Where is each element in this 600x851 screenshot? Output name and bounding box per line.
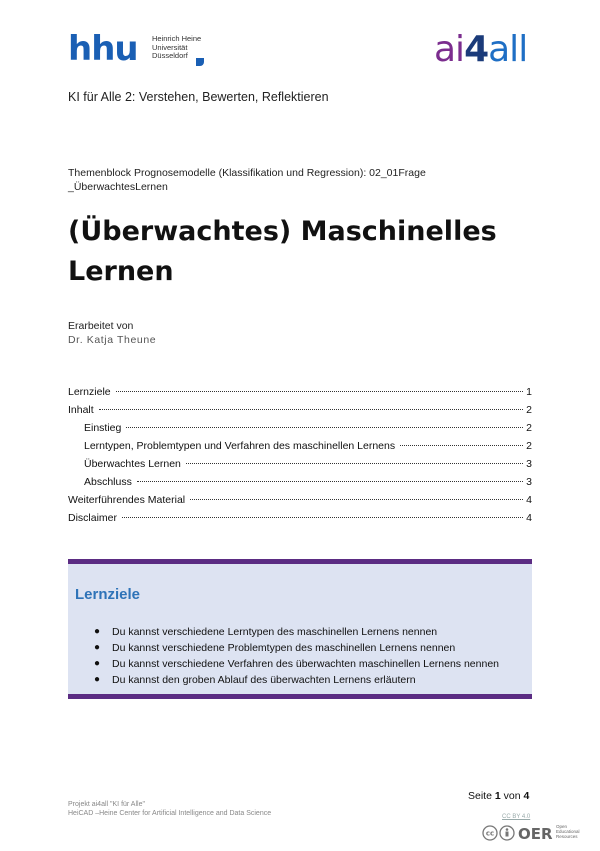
toc-dot-leader bbox=[126, 427, 523, 428]
toc-entry-label: Weiterführendes Material bbox=[68, 494, 186, 506]
page-indicator-prefix: Seite bbox=[468, 790, 492, 802]
toc-dot-leader bbox=[190, 499, 523, 500]
ai4all-logo-all: all bbox=[488, 29, 528, 70]
lernziel-text: Du kannst verschiedene Verfahren des überwachten maschinellen Lernens nennen bbox=[112, 658, 500, 670]
bullet-icon: ● bbox=[94, 626, 101, 637]
footer-project-info bbox=[68, 800, 271, 818]
lernziel-text: Du kannst verschiedene Problemtypen des maschinellen Lernens nennen bbox=[112, 642, 456, 654]
lernziel-item bbox=[94, 640, 499, 656]
toc-entry-label: Lerntypen, Problemtypen und Verfahren des maschinellen Lernens bbox=[84, 440, 396, 452]
oer-logo-mark-icon bbox=[518, 823, 558, 843]
course-title: KI für Alle 2: Verstehen, Bewerten, Reflektieren bbox=[68, 90, 329, 104]
table-of-contents bbox=[68, 386, 532, 530]
total-pages-number: 4 bbox=[523, 790, 530, 802]
footer-project-line2: HeiCAD –Heine Center for Artificial Intelligence and Data Science bbox=[68, 810, 272, 817]
themenblock-subtitle: Themenblock Prognosemodelle (Klassifikation und Regression): 02_01Frage _ÜberwachtesLernen bbox=[68, 167, 426, 193]
toc-entry[interactable] bbox=[68, 512, 532, 530]
hhu-logo-line2: Universität bbox=[152, 42, 188, 52]
lernziel-item bbox=[94, 624, 499, 640]
oer-sub-line1: Open bbox=[556, 824, 568, 829]
page-indicator-mid: von bbox=[503, 790, 521, 802]
toc-dot-leader bbox=[137, 481, 523, 482]
current-page-number: 1 bbox=[494, 790, 501, 802]
oer-logo-word: OER bbox=[518, 825, 553, 843]
bullet-icon: ● bbox=[94, 658, 101, 669]
toc-entry[interactable] bbox=[68, 440, 532, 458]
ai4all-logo-4: 4 bbox=[464, 29, 489, 70]
license-link[interactable]: CC BY 4.0 bbox=[502, 814, 531, 820]
ai4all-logo-ai: ai bbox=[434, 29, 465, 70]
toc-entry-label: Überwachtes Lernen bbox=[84, 458, 181, 470]
toc-entry-page: 2 bbox=[526, 422, 532, 434]
author-name: Dr. Katja Theune bbox=[68, 334, 157, 346]
toc-entry[interactable] bbox=[68, 476, 532, 494]
lernziele-heading: Lernziele bbox=[75, 586, 141, 603]
toc-entry-label: Einstieg bbox=[84, 422, 122, 434]
lernziel-text: Du kannst verschiedene Lerntypen des maschinellen Lernens nennen bbox=[112, 626, 438, 638]
toc-entry-label: Inhalt bbox=[68, 404, 94, 416]
toc-entry-page: 2 bbox=[526, 440, 532, 452]
hhu-logo-mark-icon bbox=[196, 58, 204, 66]
lernziele-list bbox=[94, 624, 499, 688]
oer-sub-line3: Resources bbox=[556, 834, 578, 839]
hhu-logo bbox=[68, 29, 218, 72]
toc-entry[interactable] bbox=[68, 458, 532, 476]
lernziel-text: Du kannst den groben Ablauf des überwachten Lernens erläutern bbox=[112, 674, 416, 686]
page-indicator bbox=[468, 790, 529, 802]
toc-entry-page: 2 bbox=[526, 404, 532, 416]
toc-entry-page: 3 bbox=[526, 458, 532, 470]
toc-entry-page: 4 bbox=[526, 494, 532, 506]
svg-text:cc: cc bbox=[485, 829, 495, 838]
toc-entry[interactable] bbox=[68, 386, 532, 404]
toc-dot-leader bbox=[186, 463, 523, 464]
ai4all-logo bbox=[434, 28, 527, 72]
toc-entry-page: 1 bbox=[526, 386, 532, 398]
toc-dot-leader bbox=[99, 409, 523, 410]
lernziel-item bbox=[94, 672, 499, 688]
hhu-logo-word: hhu bbox=[68, 29, 138, 69]
lernziel-item bbox=[94, 656, 499, 672]
document-title: (Überwachtes) Maschinelles Lernen bbox=[68, 216, 497, 287]
toc-dot-leader bbox=[116, 391, 524, 392]
toc-entry[interactable] bbox=[68, 422, 532, 440]
hhu-logo-line1: Heinrich Heine bbox=[152, 34, 202, 43]
toc-entry[interactable] bbox=[68, 494, 532, 512]
toc-entry-label: Abschluss bbox=[84, 476, 132, 488]
toc-dot-leader bbox=[122, 517, 523, 518]
toc-dot-leader bbox=[400, 445, 523, 446]
oer-logo-subtitle bbox=[556, 824, 580, 839]
toc-entry-page: 3 bbox=[526, 476, 532, 488]
toc-entry-label: Disclaimer bbox=[68, 512, 118, 524]
toc-entry[interactable] bbox=[68, 404, 532, 422]
author-label: Erarbeitet von bbox=[68, 320, 134, 332]
hhu-logo-subtitle bbox=[152, 35, 201, 61]
footer-project-line1: Projekt ai4all "KI für Alle" bbox=[68, 801, 145, 808]
toc-entry-label: Lernziele bbox=[68, 386, 111, 398]
bullet-icon: ● bbox=[94, 674, 101, 685]
oer-sub-line2: Educational bbox=[556, 829, 580, 834]
creative-commons-icon bbox=[482, 825, 516, 841]
hhu-logo-line3: Düsseldorf bbox=[152, 51, 188, 60]
toc-entry-page: 4 bbox=[526, 512, 532, 524]
bullet-icon: ● bbox=[94, 642, 101, 653]
lernziele-box bbox=[68, 559, 532, 699]
